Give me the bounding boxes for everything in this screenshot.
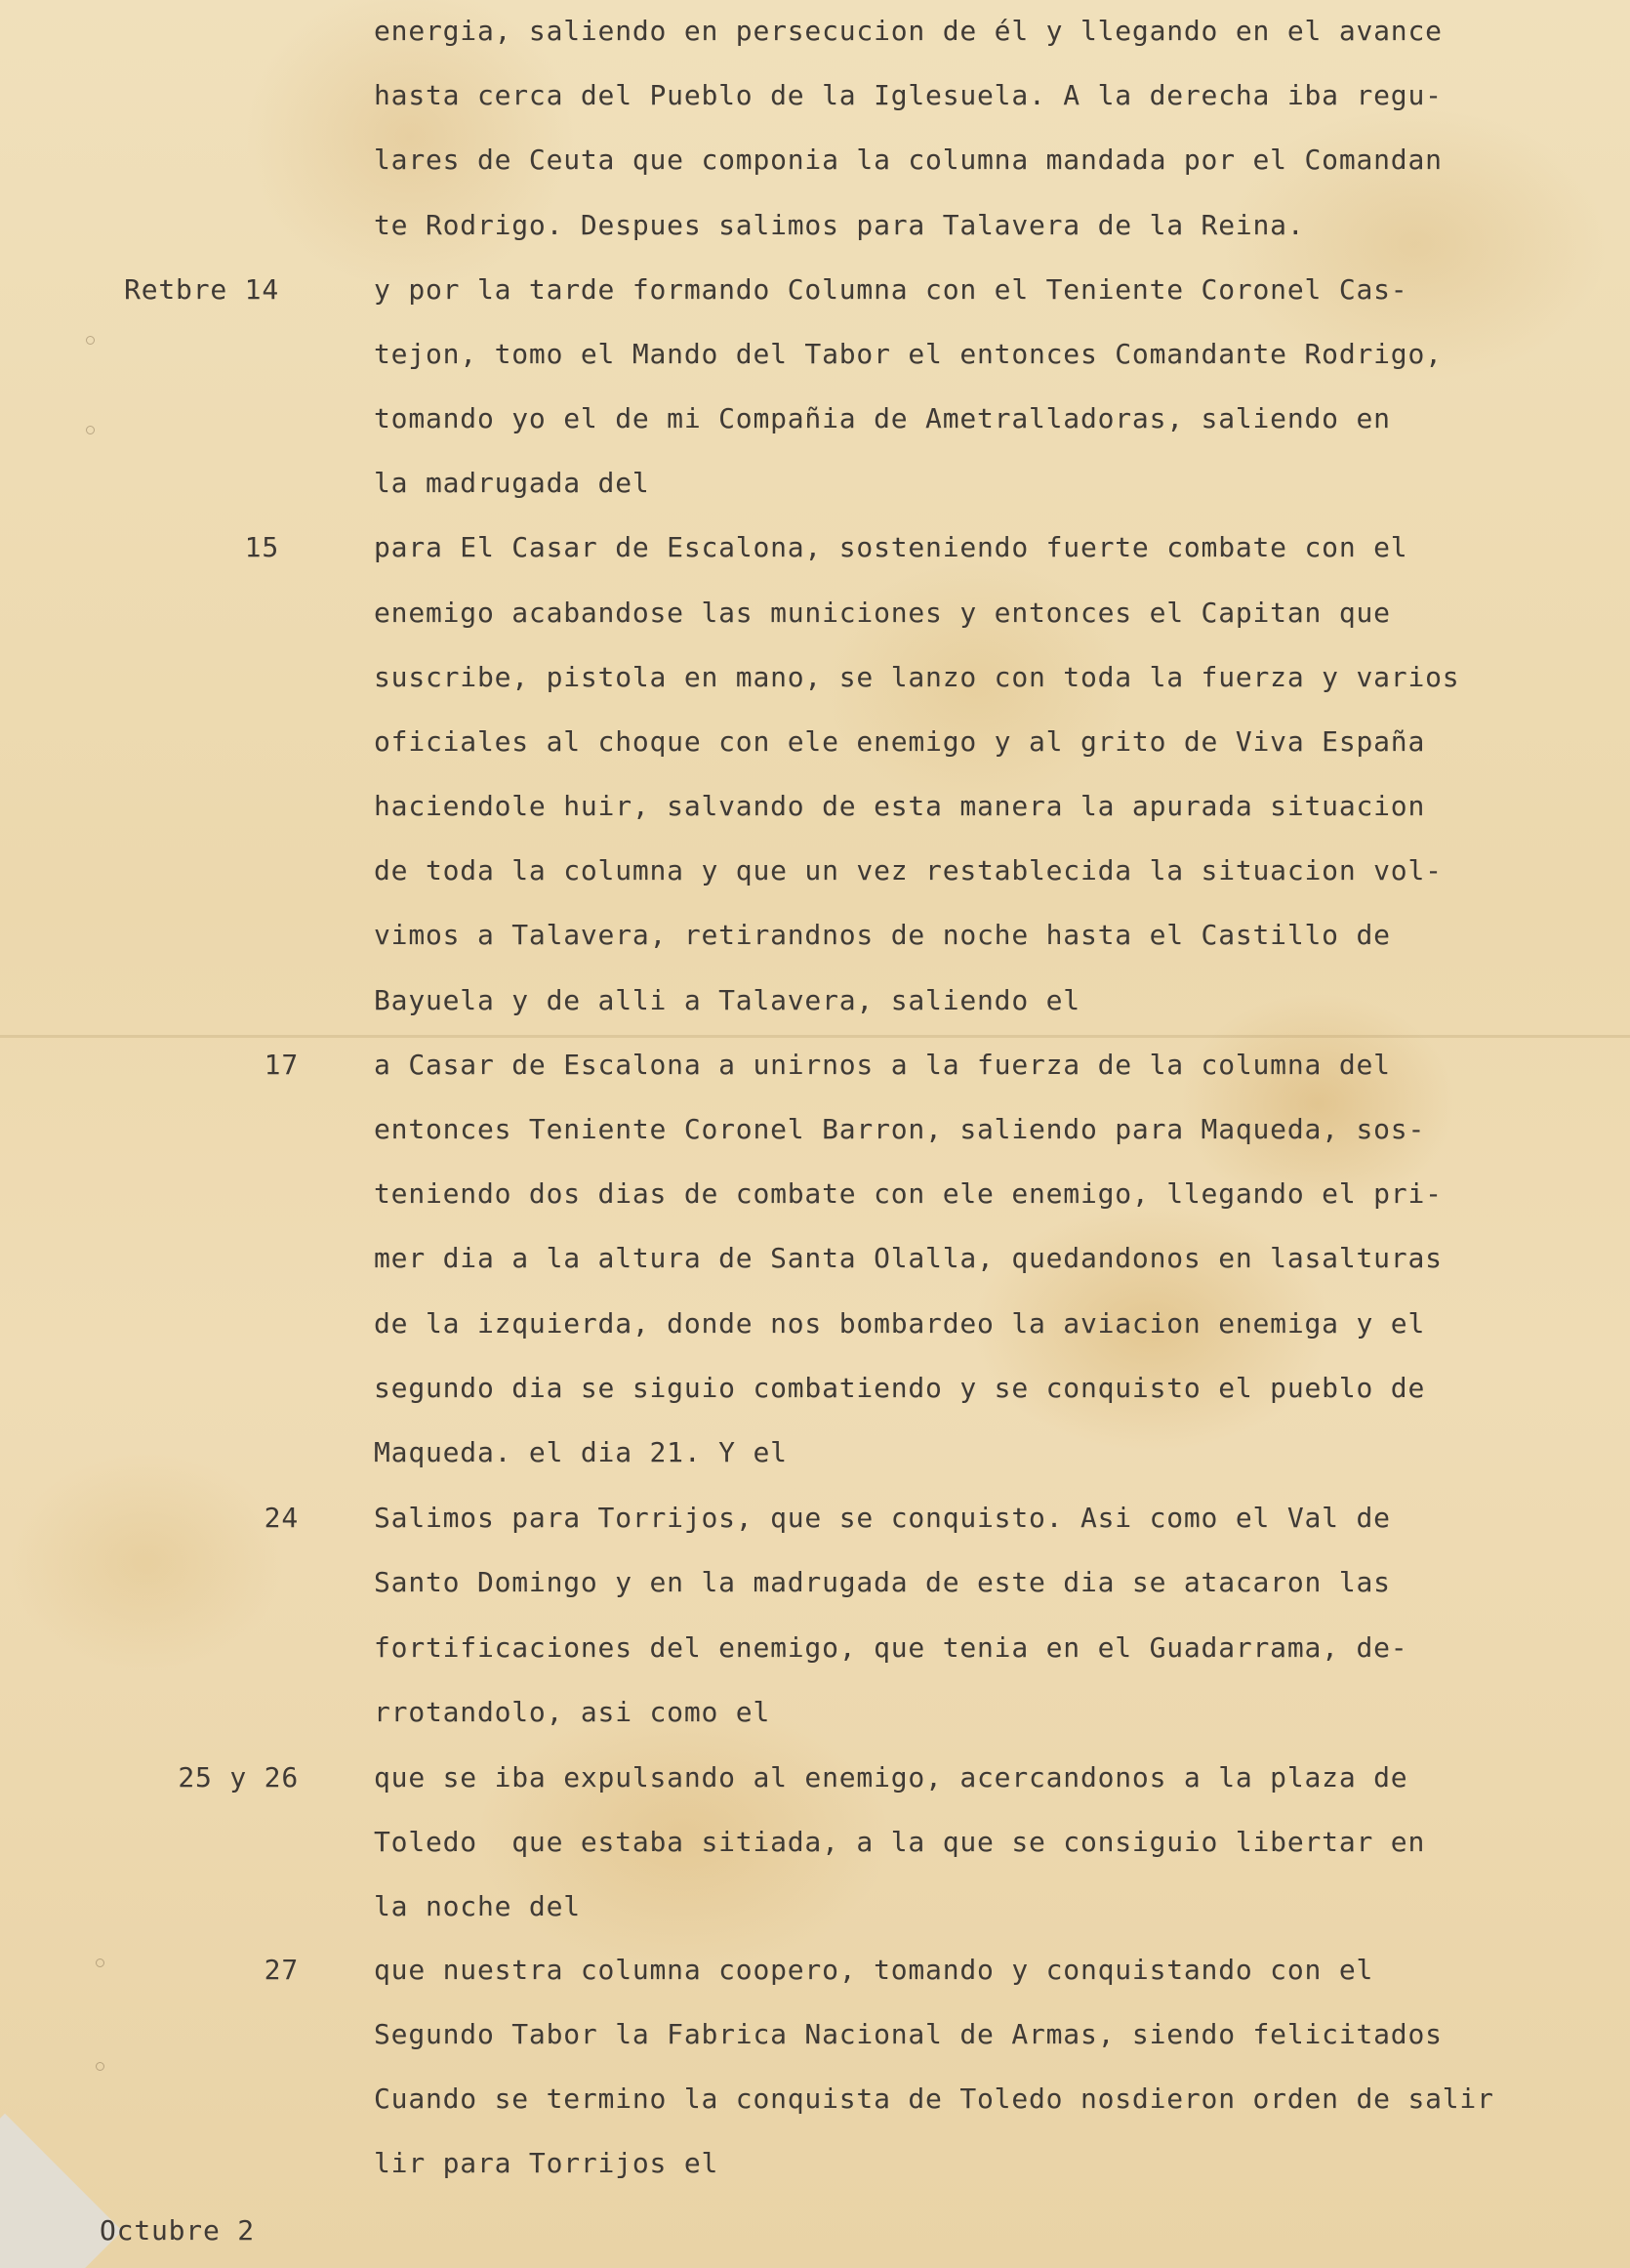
margin-date: Retbre 14 bbox=[124, 273, 279, 306]
text-line: que se iba expulsando al enemigo, acercandonos a la plaza de bbox=[374, 1761, 1408, 1794]
text-line: Cuando se termino la conquista de Toledo nosdieron orden de salir bbox=[374, 2082, 1494, 2115]
text-line: energia, saliendo en persecucion de él y llegando en el avance bbox=[374, 15, 1443, 47]
paper-fold bbox=[0, 1035, 1630, 1038]
text-line: hasta cerca del Pueblo de la Iglesuela. A la derecha iba regu- bbox=[374, 79, 1443, 111]
text-line: fortificaciones del enemigo, que tenia en el Guadarrama, de- bbox=[374, 1631, 1408, 1664]
margin-date: 17 bbox=[264, 1049, 299, 1081]
text-line: Segundo Tabor la Fabrica Nacional de Armas, siendo felicitados bbox=[374, 2018, 1443, 2050]
text-line: y por la tarde formando Columna con el Teniente Coronel Cas- bbox=[374, 273, 1408, 306]
punch-hole bbox=[96, 2062, 104, 2071]
margin-date: 15 bbox=[244, 531, 279, 563]
text-line: Salimos para Torrijos, que se conquisto. Asi como el Val de bbox=[374, 1502, 1391, 1534]
text-line: entonces Teniente Coronel Barron, saliendo para Maqueda, sos- bbox=[374, 1113, 1426, 1145]
text-line: de la izquierda, donde nos bombardeo la aviacion enemiga y el bbox=[374, 1307, 1426, 1340]
text-line: segundo dia se siguio combatiendo y se conquisto el pueblo de bbox=[374, 1372, 1426, 1404]
text-line: lir para Torrijos el bbox=[374, 2147, 719, 2179]
text-line: vimos a Talavera, retirandnos de noche hasta el Castillo de bbox=[374, 919, 1391, 951]
margin-date: 27 bbox=[264, 1954, 299, 1986]
text-line: te Rodrigo. Despues salimos para Talavera de la Reina. bbox=[374, 209, 1305, 241]
text-line: tejon, tomo el Mando del Tabor el entonces Comandante Rodrigo, bbox=[374, 338, 1443, 370]
text-line: suscribe, pistola en mano, se lanzo con toda la fuerza y varios bbox=[374, 661, 1460, 693]
margin-date: 24 bbox=[264, 1502, 299, 1534]
text-line: de toda la columna y que un vez restablecida la situacion vol- bbox=[374, 854, 1443, 887]
margin-date: Octubre 2 bbox=[100, 2214, 255, 2247]
text-line: lares de Ceuta que componia la columna mandada por el Comandan bbox=[374, 144, 1443, 176]
text-line: mer dia a la altura de Santa Olalla, quedandonos en lasalturas bbox=[374, 1242, 1443, 1274]
text-line: rrotandolo, asi como el bbox=[374, 1696, 771, 1728]
text-line: Santo Domingo y en la madrugada de este dia se atacaron las bbox=[374, 1566, 1391, 1598]
text-line: Bayuela y de alli a Talavera, saliendo el bbox=[374, 984, 1080, 1016]
text-line: la madrugada del bbox=[374, 467, 650, 499]
text-line: Toledo que estaba sitiada, a la que se consiguio libertar en bbox=[374, 1826, 1426, 1858]
text-line: tomando yo el de mi Compañia de Ametralladoras, saliendo en bbox=[374, 402, 1391, 434]
text-line: que nuestra columna coopero, tomando y conquistando con el bbox=[374, 1954, 1374, 1986]
punch-hole bbox=[86, 336, 95, 345]
punch-hole bbox=[86, 426, 95, 434]
text-line: teniendo dos dias de combate con ele enemigo, llegando el pri- bbox=[374, 1177, 1443, 1210]
text-line: para El Casar de Escalona, sosteniendo fuerte combate con el bbox=[374, 531, 1408, 563]
margin-date: 25 y 26 bbox=[178, 1761, 299, 1794]
text-line: Maqueda. el dia 21. Y el bbox=[374, 1436, 788, 1468]
text-line: enemigo acabandose las municiones y entonces el Capitan que bbox=[374, 597, 1391, 629]
text-line: a Casar de Escalona a unirnos a la fuerza de la columna del bbox=[374, 1049, 1391, 1081]
text-line: oficiales al choque con ele enemigo y al grito de Viva España bbox=[374, 725, 1426, 758]
text-line: haciendole huir, salvando de esta manera la apurada situacion bbox=[374, 790, 1426, 822]
text-line: la noche del bbox=[374, 1890, 581, 1922]
